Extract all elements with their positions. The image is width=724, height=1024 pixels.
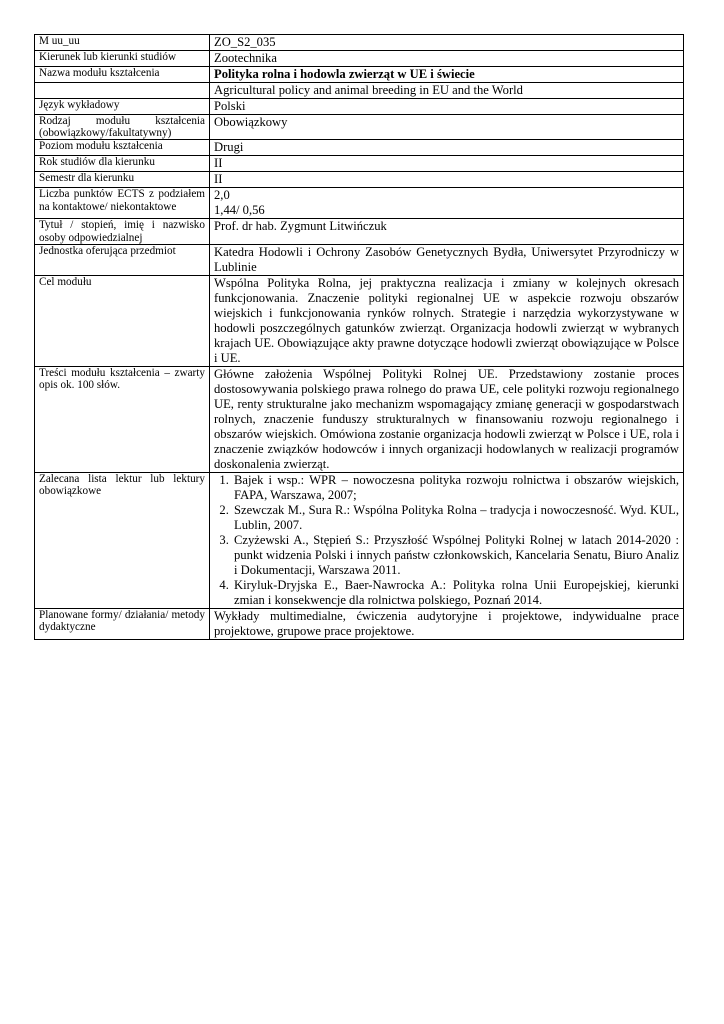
module-type-label: Rodzaj modułu kształcenia (obowiązkowy/fakultatywny) (35, 115, 210, 140)
list-item: 1. Bajek i wsp.: WPR – nowoczesna polityka rozwoju rolnictwa i obszarów wiejskich, FAPA, Warszawa, 2007; (232, 473, 679, 503)
ects-label: Liczba punktów ECTS z podziałem na kontaktowe/ niekontaktowe (35, 188, 210, 219)
table-row (35, 83, 684, 99)
table-row (35, 156, 684, 172)
goal-value: Wspólna Polityka Rolna, jej praktyczna realizacja i zmiany w kolejnych okresach funkcjonowania. Znaczenie polityki regionalnej UE w aspekcie rozwoju obszarów wiejskich i funkcjonowania rynków rolnych. Strategie i narzędzia wykorzystywane w hodowli poszczególnych gatunków zwierząt. Organizacja hodowli zwierząt w wybranych krajach UE. Obowiązujące akty prawne dotyczące hodowli zwierząt obowiązujące w Polsce i UE. (210, 275, 684, 366)
goal-label: Cel modułu (35, 275, 210, 366)
responsible-label: Tytuł / stopień, imię i nazwisko osoby odpowiedzialnej (35, 219, 210, 244)
table-row (35, 115, 684, 140)
semester-label: Semestr dla kierunku (35, 172, 210, 188)
language-label: Język wykładowy (35, 99, 210, 115)
methods-label: Planowane formy/ działania/ metody dydaktyczne (35, 608, 210, 639)
table-row (35, 275, 684, 366)
semester-value: II (210, 172, 684, 188)
ects-value (210, 188, 684, 219)
ects-split: 1,44/ 0,56 (214, 203, 265, 218)
list-item: 2. Szewczak M., Sura R.: Wspólna Polityka Rolna – tradycja i nowoczesność. Wyd. KUL, Lublin, 2007. (232, 503, 679, 533)
module-name-pl: Polityka rolna i hodowla zwierząt w UE i świecie (210, 67, 684, 83)
table-row (35, 608, 684, 639)
readings-label: Zalecana lista lektur lub lektury obowiązkowe (35, 472, 210, 608)
unit-value: Katedra Hodowli i Ochrony Zasobów Genetycznych Bydła, Uniwersytet Przyrodniczy w Lublinie (210, 244, 684, 275)
field-of-study-label: Kierunek lub kierunki studiów (35, 51, 210, 67)
table-row (35, 188, 684, 219)
content-value: Główne założenia Wspólnej Polityki Rolnej UE. Przedstawiony zostanie proces dostosowywania polskiego prawa rolnego do prawa UE, cele polityki rozwoju regionalnego UE, renty strukturalne jako mechanizm wspomagający zmianę generacji w gospodarstwach rolnych, znaczenie funduszy strukturalnych w finansowaniu rozwoju regionalnego i obszarów wiejskich. Omówiona zostanie organizacja hodowli zwierząt w Polsce i UE, rola i znaczenie związków hodowców i innych organizacji hodowlanych w realizacji programów doskonalenia zwierząt. (210, 366, 684, 472)
table-row (35, 366, 684, 472)
level-label: Poziom modułu kształcenia (35, 140, 210, 156)
responsible-value: Prof. dr hab. Zygmunt Litwińczuk (210, 219, 684, 244)
year-value: II (210, 156, 684, 172)
level-value: Drugi (210, 140, 684, 156)
methods-value: Wykłady multimedialne, ćwiczenia audytoryjne i projektowe, indywidualne prace projektowe, grupowe prace projektowe. (210, 608, 684, 639)
unit-label: Jednostka oferująca przedmiot (35, 244, 210, 275)
table-row (35, 35, 684, 51)
table-row (35, 219, 684, 244)
year-label: Rok studiów dla kierunku (35, 156, 210, 172)
table-row (35, 99, 684, 115)
module-code-label: M uu_uu (35, 35, 210, 51)
list-item: 3. Czyżewski A., Stępień S.: Przyszłość Wspólnej Polityki Rolnej w latach 2014-2020 : punkt widzenia Polski i innych państw członkowskich, Kancelaria Senatu, Biuro Analiz i Dokumentacji, Warszawa 2011. (232, 533, 679, 578)
readings-value (210, 472, 684, 608)
readings-list (214, 473, 679, 608)
ects-total: 2,0 (214, 188, 230, 203)
module-name-en-label-cell (35, 83, 210, 99)
table-row (35, 67, 684, 83)
language-value: Polski (210, 99, 684, 115)
field-of-study-value: Zootechnika (210, 51, 684, 67)
table-row (35, 472, 684, 608)
table-row (35, 172, 684, 188)
module-type-value: Obowiązkowy (210, 115, 684, 140)
module-name-en: Agricultural policy and animal breeding in EU and the World (210, 83, 684, 99)
module-syllabus-table (34, 34, 684, 640)
module-code-value: ZO_S2_035 (210, 35, 684, 51)
module-name-label: Nazwa modułu kształcenia (35, 67, 210, 83)
table-row (35, 244, 684, 275)
list-item: 4. Kiryluk-Dryjska E., Baer-Nawrocka A.: Polityka rolna Unii Europejskiej, kierunki zmian i konsekwencje dla rolnictwa polskiego, Poznań 2014. (232, 578, 679, 608)
content-label: Treści modułu kształcenia – zwarty opis ok. 100 słów. (35, 366, 210, 472)
table-row (35, 140, 684, 156)
table-row (35, 51, 684, 67)
